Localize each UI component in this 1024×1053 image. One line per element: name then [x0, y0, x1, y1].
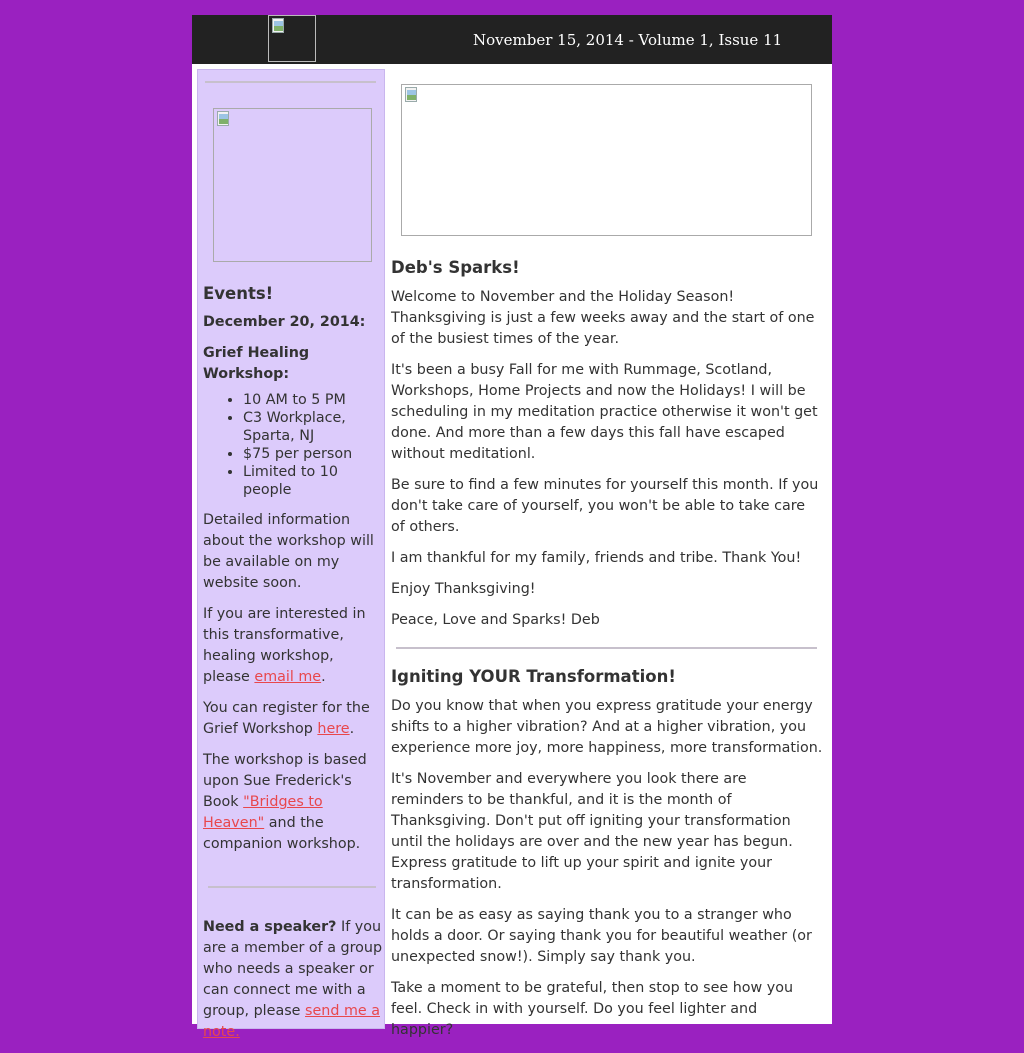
speaker-section — [203, 917, 385, 1053]
debs-sparks-heading: Deb's Sparks! — [391, 258, 520, 277]
send-note-link[interactable]: send me a note. — [203, 1003, 380, 1040]
broken-image-icon — [216, 111, 232, 127]
event-details-list — [203, 391, 385, 499]
logo-image — [268, 15, 316, 62]
event-detail-item: • $75 per person — [243, 445, 385, 463]
interest-text: If you are interested in this transformative, healing workshop, please — [203, 606, 366, 685]
events-heading: Events! — [203, 284, 274, 303]
main-content — [391, 257, 823, 1051]
book-text: The workshop is based upon Sue Frederick's Book — [203, 752, 367, 810]
speaker-paragraph — [203, 917, 385, 1043]
section-divider — [396, 647, 817, 649]
article-paragraph: It can be as easy as saying thank you to a stranger who holds a door. Or saying thank you for beautiful weather (or unexpected snow!). Simply say thank you. — [391, 907, 812, 965]
article-paragraph: Enjoy Thanksgiving! — [391, 581, 536, 597]
events-section — [203, 282, 385, 865]
interest-end: . — [321, 669, 326, 685]
event-detail-item: • Limited to 10 people — [243, 463, 385, 499]
register-text: You can register for the Grief Workshop — [203, 700, 370, 737]
sidebar — [197, 69, 385, 1040]
speaker-heading: Need a speaker? — [203, 919, 337, 935]
event-date: December 20, 2014: — [203, 314, 366, 330]
article-paragraph: Take a moment to be grateful, then stop to see how you feel. Check in with yourself. Do you feel lighter and happier? — [391, 980, 794, 1038]
article-paragraph: Do you know that when you express gratitude your energy shifts to a higher vibration? And at a higher vibration, you experience more joy, more happiness, more transformation. — [391, 698, 823, 756]
register-paragraph — [203, 698, 385, 740]
event-title: Grief Healing Workshop: — [203, 345, 310, 382]
article-paragraph: Peace, Love and Sparks! Deb — [391, 612, 600, 628]
broken-image-icon — [404, 87, 420, 103]
broken-image-icon — [271, 18, 287, 34]
transformation-heading: Igniting YOUR Transformation! — [391, 667, 676, 686]
article-paragraph: It's been a busy Fall for me with Rummage, Scotland, Workshops, Home Projects and now the Holidays! I will be scheduling in my meditation practice otherwise it won't get done. And more than a few days this fall have escaped without meditationl. — [391, 362, 818, 462]
event-detail-item: • 10 AM to 5 PM — [243, 391, 385, 409]
register-end: . — [349, 721, 355, 737]
book-text-end: and the companion workshop. — [203, 815, 361, 852]
article-paragraph: Welcome to November and the Holiday Season! Thanksgiving is just a few weeks away and the start of one of the busiest times of the year. — [391, 289, 815, 347]
register-here-link[interactable]: here — [317, 721, 350, 737]
book-paragraph — [203, 750, 385, 855]
article-paragraph: I am thankful for my family, friends and tribe. Thank You! — [391, 550, 802, 566]
header-bar — [192, 15, 832, 64]
email-me-link[interactable]: email me — [254, 669, 322, 685]
detail-info: Detailed information about the workshop will be available on my website soon. — [203, 512, 374, 591]
interest-paragraph — [203, 604, 385, 688]
event-detail-item: • C3 Workplace, Sparta, NJ — [243, 409, 385, 445]
newsletter-container — [192, 15, 832, 1040]
sidebar-image — [213, 108, 372, 262]
issue-date: November 15, 2014 - Volume 1, Issue 11 — [473, 31, 783, 49]
main-banner-image — [401, 84, 812, 236]
article-paragraph: Be sure to find a few minutes for yourself this month. If you don't take care of yourself, you won't be able to take care of others. — [391, 477, 819, 535]
bridges-to-heaven-link[interactable]: "Bridges to Heaven" — [203, 794, 323, 831]
sidebar-divider-top — [205, 81, 376, 83]
article-paragraph: It's November and everywhere you look there are reminders to be thankful, and it is the month of Thanksgiving. Don't put off igniting your transformation until the holidays are over and the new year has begun. Express gratitude to lift up your spirit and ignite your transformation. — [391, 771, 793, 892]
sidebar-divider-bottom — [208, 886, 376, 888]
speaker-text: If you are a member of a group who needs a speaker or can connect me with a group, please — [203, 919, 383, 1019]
